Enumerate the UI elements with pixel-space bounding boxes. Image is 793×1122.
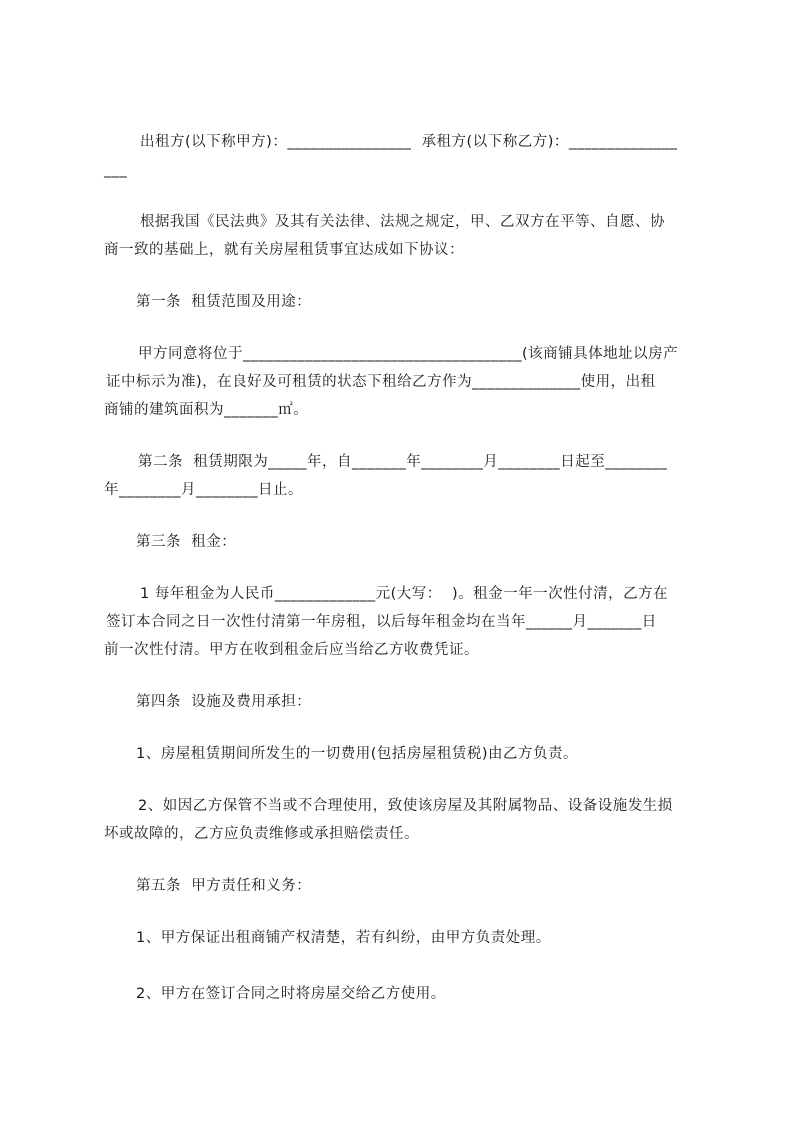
article4-item-1: 1、房屋租赁期间所发生的一切费用(包括房屋租赁税)由乙方负责。 [136,746,579,762]
article4-item-2-continued: 坏或故障的，乙方应负责维修或承担赔偿责任。 [104,826,419,842]
article1-line: 证中标示为准)，在良好及可租赁的状态下租给乙方作为______________使用，出租 [106,374,656,390]
article1-heading: 第一条 租赁范围及用途： [136,294,312,310]
article3-line: 前一次性付清。甲方在收到租金后应当给乙方收费凭证。 [104,642,479,658]
parties-line-continued: ___ [104,162,128,178]
article3-line: 1 每年租金为人民币_____________元(大写： )。租金一年一次性付清，乙方在 [140,586,669,602]
article1-line: 商铺的建筑面积为_______㎡。 [104,402,309,418]
article4-heading: 第四条 设施及费用承担： [136,694,312,710]
article2-line: 第二条 租赁期限为_____年，自_______年________月________日起至________ [138,454,668,470]
article3-heading: 第三条 租金： [136,534,237,550]
article1-line: 甲方同意将位于____________________________________(该商铺具体地址以房产 [138,346,679,362]
article4-item-2: 2、如因乙方保管不当或不合理使用，致使该房屋及其附属物品、设备设施发生损 [138,798,673,814]
article3-line: 签订本合同之日一次性付清第一年房租，以后每年租金均在当年______月_______日 [106,614,657,630]
preamble-line-continued: 商一致的基础上，就有关房屋租赁事宜达成如下协议： [104,242,464,258]
article5-item-1: 1、甲方保证出租商铺产权清楚，若有纠纷，由甲方负责处理。 [136,930,551,946]
parties-line: 出租方(以下称甲方)：________________ 承租方(以下称乙方)：______________ [140,134,678,150]
article5-heading: 第五条 甲方责任和义务： [136,878,312,894]
article5-item-2: 2、甲方在签订合同之时将房屋交给乙方使用。 [136,986,446,1002]
preamble-line: 根据我国《民法典》及其有关法律、法规之规定，甲、乙双方在平等、自愿、协 [140,214,665,230]
article2-line-continued: 年________月________日止。 [104,482,303,498]
